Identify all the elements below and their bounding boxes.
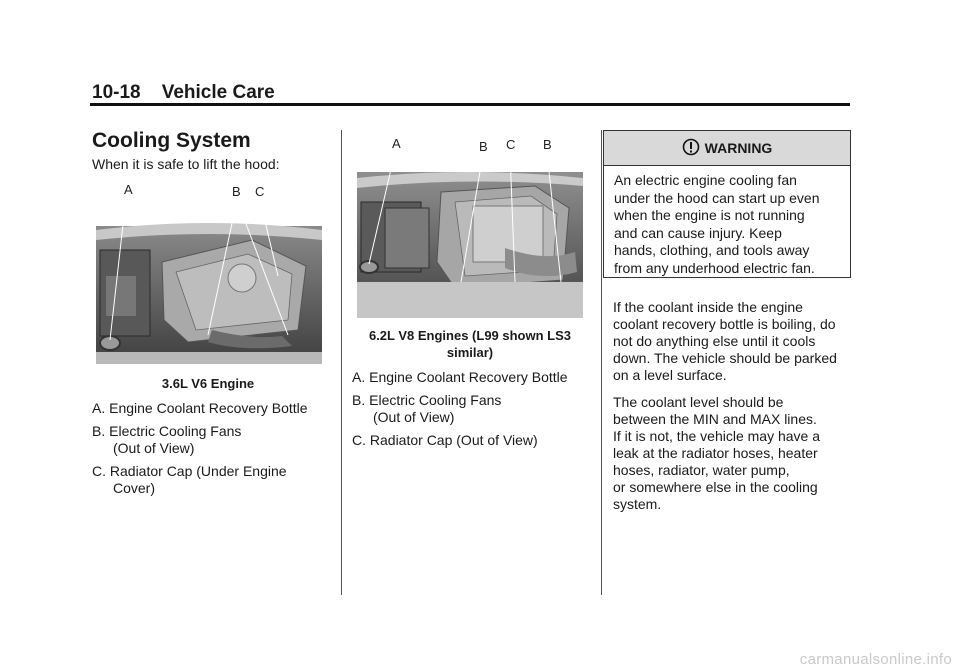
list-text-cont: (Out of View) [373, 409, 455, 425]
text-line: hoses, radiator, water pump, [613, 462, 790, 478]
page-number: 10-18 [92, 82, 141, 103]
list-marker: B. [352, 392, 366, 408]
figure-caption-v8 [352, 327, 588, 361]
section-title: Vehicle Care [161, 82, 275, 103]
figure-label-b2: B [543, 137, 552, 152]
list-text: Radiator Cap (Under Engine [109, 463, 287, 479]
text-line: system. [613, 496, 662, 512]
figure-label-b: B [232, 184, 241, 199]
column-divider-2 [601, 130, 602, 595]
list-item [92, 400, 337, 417]
list-marker: C. [352, 432, 366, 448]
figure-label-c: C [255, 184, 265, 199]
figure-label-b: B [479, 139, 488, 154]
warning-header [604, 131, 850, 166]
list-item [352, 369, 597, 386]
text-line: or somewhere else in the cooling [613, 479, 818, 495]
figure-caption-v6: 3.6L V6 Engine [161, 376, 255, 391]
warning-title: WARNING [704, 140, 773, 156]
warning-line: hands, clothing, and tools away [614, 242, 810, 258]
list-text: Radiator Cap (Out of View) [369, 432, 538, 448]
text-line: down. The vehicle should be parked [613, 350, 837, 366]
section-heading: Cooling System [92, 129, 251, 152]
figure-label-c: C [506, 137, 516, 152]
list-text: Engine Coolant Recovery Bottle [109, 400, 308, 416]
list-marker: B. [92, 423, 106, 439]
list-item [92, 423, 337, 457]
text-line: between the MIN and MAX lines. [613, 411, 817, 427]
warning-line: An electric engine cooling fan [614, 172, 797, 188]
list-text: Electric Cooling Fans [109, 423, 242, 439]
header-rule [90, 103, 850, 106]
page-header [92, 82, 275, 104]
paragraph-coolant-level [613, 394, 858, 513]
warning-line: and can cause injury. Keep [614, 224, 782, 241]
warning-box [603, 130, 851, 278]
paragraph-coolant-boiling [613, 299, 858, 384]
column-divider-1 [341, 130, 342, 595]
list-item [92, 463, 337, 497]
engine-v8-illustration [355, 132, 583, 318]
warning-icon [682, 138, 700, 159]
list-marker: A. [92, 400, 106, 416]
list-text: Engine Coolant Recovery Bottle [369, 369, 568, 385]
list-text-cont: Cover) [113, 480, 156, 496]
text-line: leak at the radiator hoses, heater [613, 445, 818, 461]
caption-line: 6.2L V8 Engines (L99 shown LS3 [368, 328, 572, 343]
text-line: coolant recovery bottle is boiling, do [613, 316, 836, 332]
text-line: not do anything else until it cools [613, 333, 816, 349]
warning-line: from any underhood electric fan. [614, 259, 815, 276]
engine-v6-illustration [92, 180, 324, 366]
text-line: If it is not, the vehicle may have a [613, 428, 820, 444]
figure-label-a: A [124, 182, 133, 197]
list-text: Electric Cooling Fans [369, 392, 502, 408]
warning-text [604, 166, 850, 277]
figure-label-a: A [392, 136, 401, 151]
list-item [352, 392, 597, 426]
text-line: The coolant level should be [613, 394, 784, 410]
caption-line: similar) [446, 345, 494, 360]
text-line: If the coolant inside the engine [613, 299, 803, 315]
list-item [352, 432, 597, 449]
list-text-cont: (Out of View) [113, 440, 195, 456]
list-marker: C. [92, 463, 106, 479]
warning-line: when the engine is not running [614, 207, 805, 223]
list-marker: A. [352, 369, 366, 385]
intro-text: When it is safe to lift the hood: [92, 156, 280, 172]
warning-line: under the hood can start up even [614, 189, 820, 206]
text-line: on a level surface. [613, 367, 727, 383]
watermark: carmanualsonline.info [799, 651, 952, 668]
